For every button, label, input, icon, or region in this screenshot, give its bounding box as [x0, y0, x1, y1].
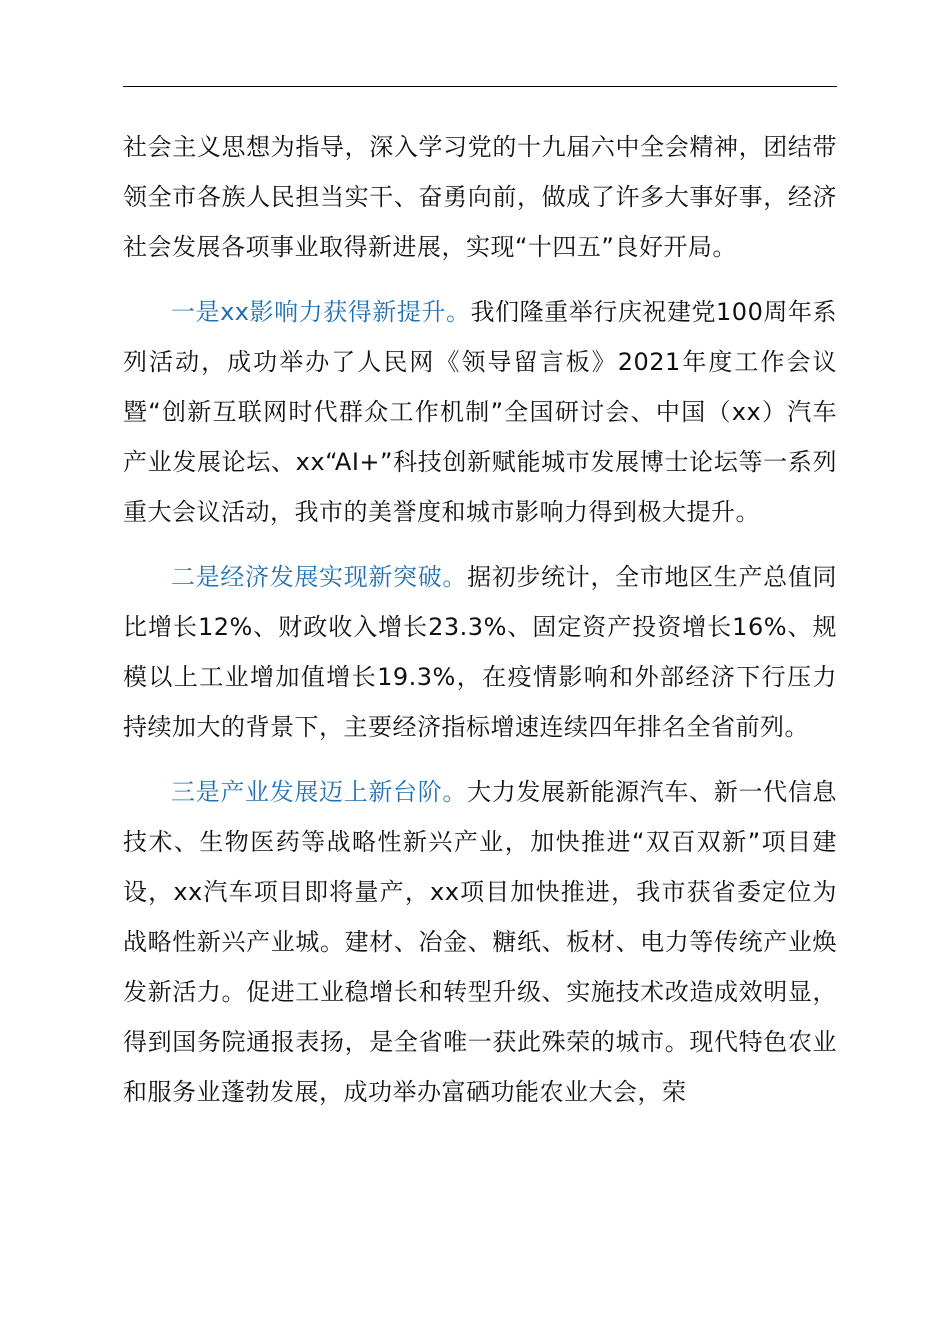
paragraph-influence [123, 287, 837, 537]
paragraph-text: 我们隆重举行庆祝建党100周年系列活动，成功举办了人民网《领导留言板》2021年度工作会议暨“创新互联网时代群众工作机制”全国研讨会、中国（xx）汽车产业发展论坛、xx“AI+”科技创新赋能城市发展博士论坛等一系列重大会议活动，我市的美誉度和城市影响力得到极大提升。 [123, 298, 838, 526]
paragraph-continuation [123, 122, 837, 272]
paragraph-heading: 一是xx影响力获得新提升。 [171, 298, 471, 326]
paragraph-economy [123, 552, 837, 752]
document-body [123, 122, 837, 1132]
header-rule [123, 86, 837, 87]
paragraph-text: 社会主义思想为指导，深入学习党的十九届六中全会精神，团结带领全市各族人民担当实干、奋勇向前，做成了许多大事好事，经济社会发展各项事业取得新进展，实现“十四五”良好开局。 [123, 133, 837, 261]
paragraph-heading: 二是经济发展实现新突破。 [171, 563, 468, 591]
paragraph-text: 据初步统计，全市地区生产总值同比增长12%、财政收入增长23.3%、固定资产投资增长16%、规模以上工业增加值增长19.3%，在疫情影响和外部经济下行压力持续加大的背景下，主要经济指标增速连续四年排名全省前列。 [123, 563, 838, 741]
paragraph-text: 大力发展新能源汽车、新一代信息技术、生物医药等战略性新兴产业，加快推进“双百双新”项目建设，xx汽车项目即将量产，xx项目加快推进，我市获省委定位为战略性新兴产业城。建材、冶金、糖纸、板材、电力等传统产业焕发新活力。促进工业稳增长和转型升级、实施技术改造成效明显，得到国务院通报表扬，是全省唯一获此殊荣的城市。现代特色农业和服务业蓬勃发展，成功举办富硒功能农业大会，荣 [123, 778, 838, 1106]
paragraph-industry [123, 767, 837, 1117]
paragraph-heading: 三是产业发展迈上新台阶。 [171, 778, 468, 806]
